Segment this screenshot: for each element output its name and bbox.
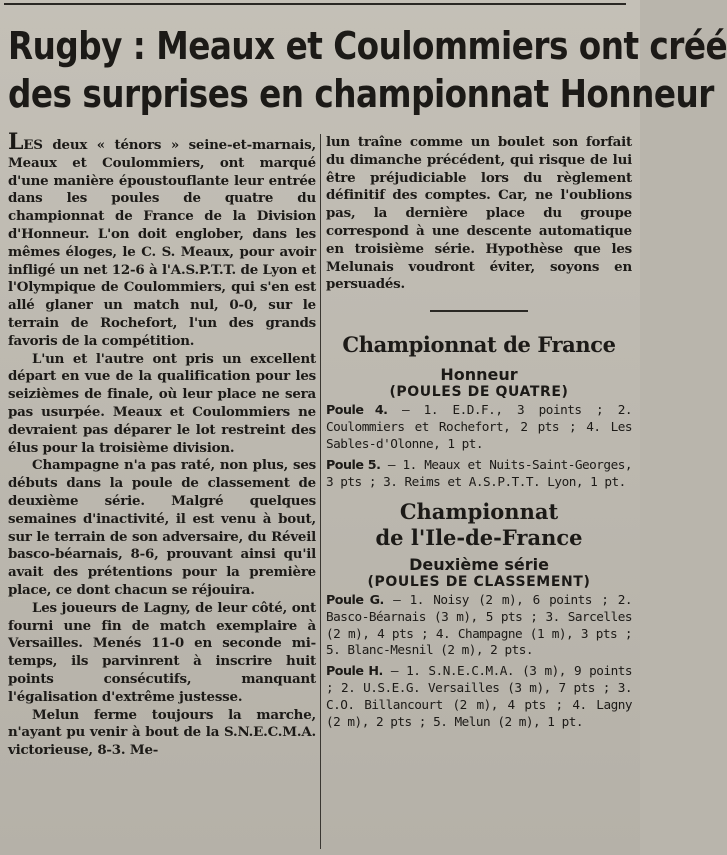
poule-label: Poule 5. bbox=[326, 456, 381, 472]
headline-line-1: Rugby : Meaux et Coulommiers ont créé bbox=[8, 24, 727, 68]
article-paragraph-5: Melun ferme toujours la marche, n'ayant pu venir à bout de la S.N.E.C.M.A. victorieuse, 8-3. Me- bbox=[8, 706, 316, 759]
article-paragraph-3: Champagne n'a pas raté, non plus, ses débuts dans la poule de classement de deuxième série. Malgré quelques semaines d'inactivité, il est venu à bout, sur le terrain de son adversaire, du Réveil basco-béarnais, 8-6, prouvant ainsi qu'il avait des prétentions pour la première place, ce dont chacun se réjouira. bbox=[8, 457, 316, 598]
results-title: Championnat de France bbox=[342, 332, 616, 358]
poule-label: Poule G. bbox=[326, 591, 384, 607]
poule-4-result: Poule 4. — 1. E.D.F., 3 points ; 2. Coulommiers et Rochefort, 2 pts ; 4. Les Sables-d'Olonne, 1 pt. bbox=[326, 402, 632, 451]
article-paragraph-1: LES deux « ténors » seine-et-marnais, Meaux et Coulommiers, ont marqué d'une manière époustouflante leur entrée dans les poules de quatre du championnat de France de la Division d'Honneur. L'on doit englober, dans les mêmes éloges, le C. S. Meaux, pour avoir infligé un net 12-6 à l'A.S.P.T.T. de Lyon et l'Olympique de Coulommiers, qui s'en est allé glaner un match nul, 0-0, sur le terrain de Rochefort, l'un des grands favoris de la compétition. bbox=[8, 129, 316, 349]
article-column-right bbox=[326, 134, 632, 735]
drop-cap: L bbox=[8, 129, 24, 155]
poule-label: Poule 4. bbox=[326, 402, 388, 418]
poule-label: Poule H. bbox=[326, 663, 383, 679]
results-division: Honneur bbox=[440, 365, 518, 385]
poule-g-result: Poule G. — 1. Noisy (2 m), 6 points ; 2. Basco-Béarnais (3 m), 5 pts ; 3. Sarcelles (2 m), 4 pts ; 4. Champagne (1 m), 3 pts ; 5. Blanc-Mesnil (2 m), 2 pts. bbox=[326, 591, 632, 658]
top-rule bbox=[4, 3, 626, 5]
idf-serie-format: (POULES DE CLASSEMENT) bbox=[367, 573, 591, 590]
results-format: (POULES DE QUATRE) bbox=[389, 384, 569, 401]
article-paragraph-2: L'un et l'autre ont pris un excellent départ en vue de la qualification pour les seizièmes de finale, où leur place ne sera pas usurpée. Meaux et Coulommiers ne devraient pas déparer le lot restreint des élus pour la troisième division. bbox=[8, 350, 316, 456]
article-column-left bbox=[8, 129, 316, 760]
headline bbox=[8, 22, 727, 118]
column-divider bbox=[320, 134, 321, 849]
headline-line-2: des surprises en championnat Honneur bbox=[8, 72, 714, 116]
article-continuation: lun traîne comme un boulet son forfait du dimanche précédent, qui risque de lui être préjudiciable lors du règlement définitif des comptes. Car, ne l'oublions pas, la dernière place du groupe correspond à une descente automatique en troisième série. Hypothèse que les Melunais voudront éviter, soyons en persuadés. bbox=[326, 134, 632, 293]
article-paragraph-4: Les joueurs de Lagny, de leur côté, ont fourni une fin de match exemplaire à Versailles. Menés 11-0 en seconde mi-temps, ils parvinrent à inscrire huit points consécutifs, manquant l'égalisation d'extrême justesse. bbox=[8, 599, 316, 705]
section-separator bbox=[430, 310, 528, 312]
idf-title: Championnat de l'Ile-de-France bbox=[375, 498, 583, 550]
poule-5-result: Poule 5. — 1. Meaux et Nuits-Saint-Georges, 3 pts ; 3. Reims et A.S.P.T.T. Lyon, 1 pt. bbox=[326, 456, 632, 489]
idf-serie: Deuxième série bbox=[409, 554, 549, 574]
poule-h-result: Poule H. — 1. S.N.E.C.M.A. (3 m), 9 points ; 2. U.S.E.G. Versailles (3 m), 7 pts ; 3. C.O. Billancourt (2 m), 4 pts ; 4. Lagny (2 m), 2 pts ; 5. Melun (2 m), 1 pt. bbox=[326, 663, 633, 730]
